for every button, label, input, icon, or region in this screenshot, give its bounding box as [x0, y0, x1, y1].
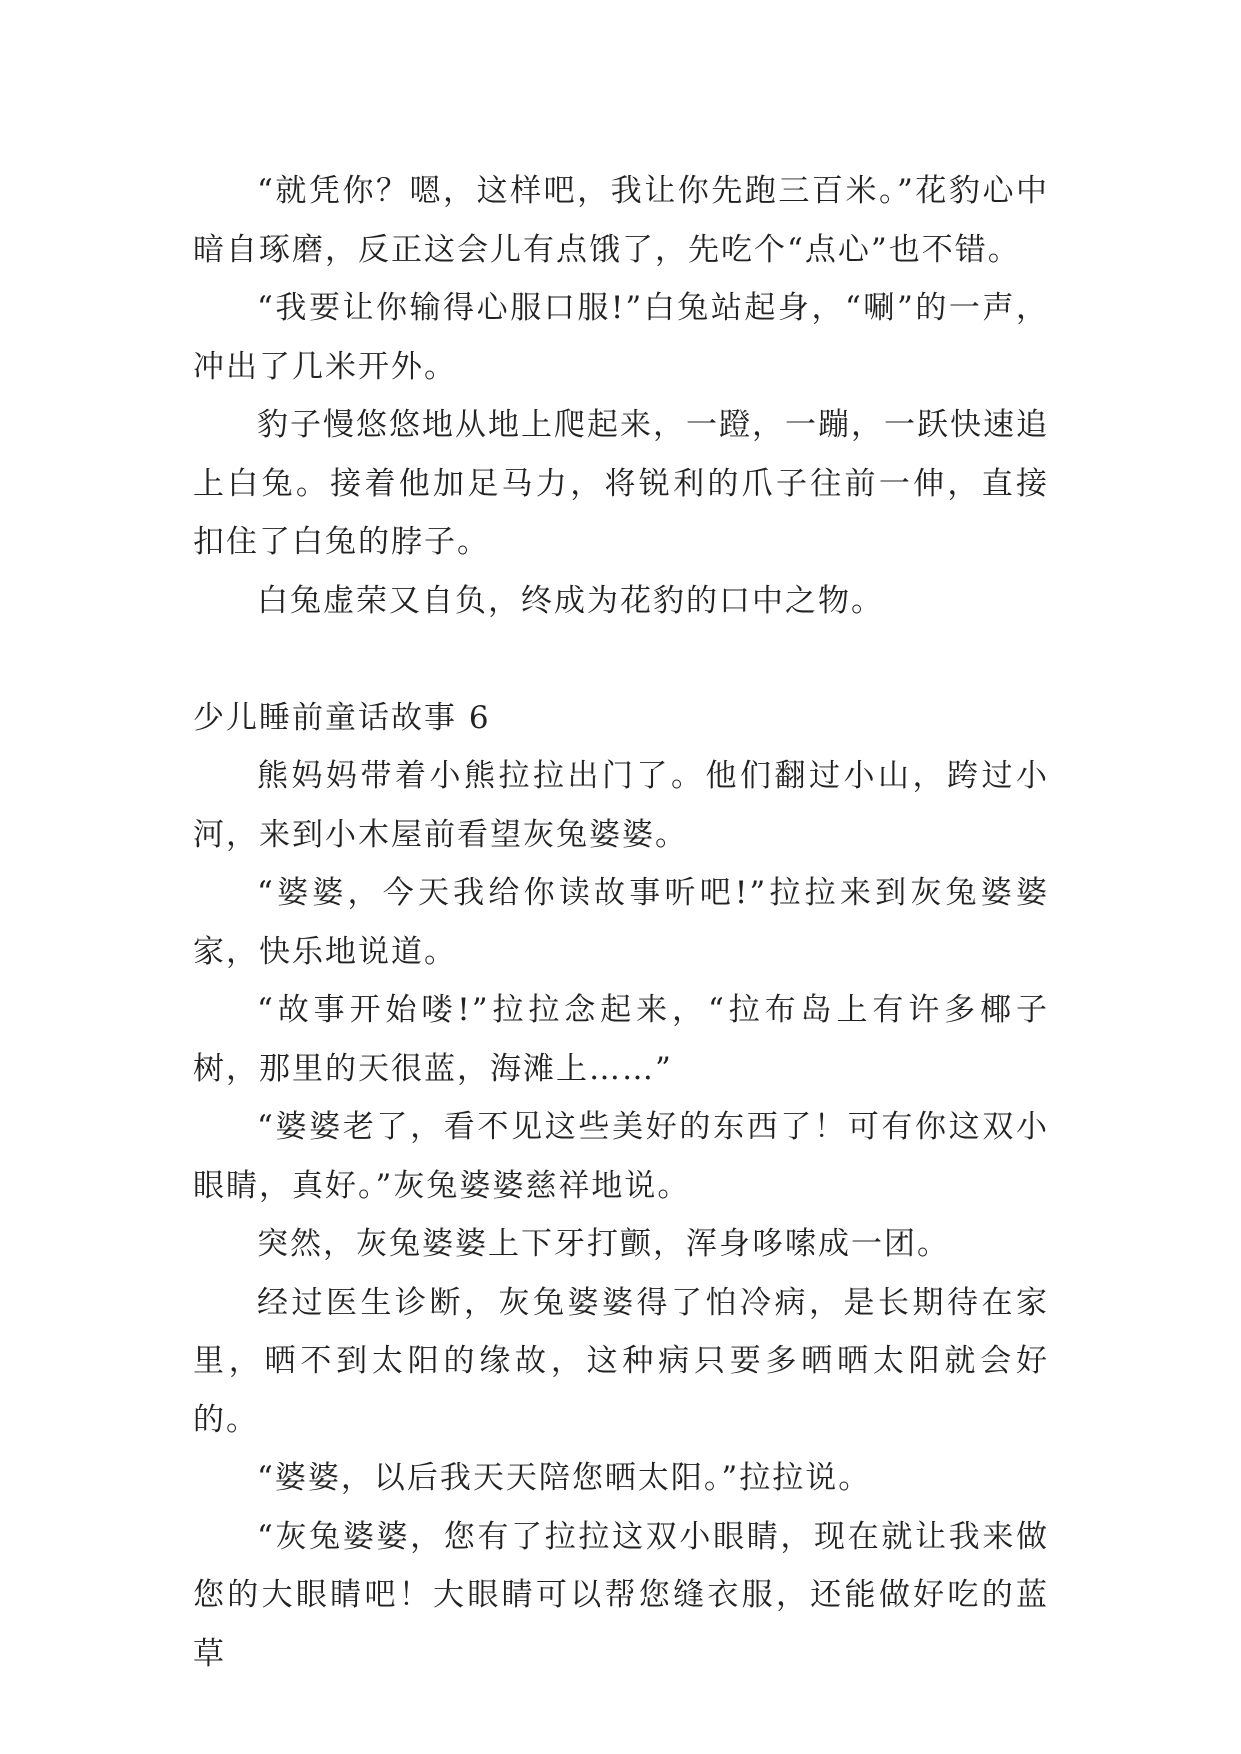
blank-line: [193, 630, 1049, 689]
paragraph: “婆婆，以后我天天陪您晒太阳。”拉拉说。: [257, 1460, 872, 1496]
paragraph: 经过医生诊断，灰兔婆婆得了怕冷病，是长期待在家里，晒不到太阳的缘故，这种病只要多晒晒太阳就会好的。: [193, 1284, 1049, 1438]
document-body: [193, 162, 1049, 1683]
paragraph: “就凭你？嗯，这样吧，我让你先跑三百米。”花豹心中暗自琢磨，反正这会儿有点饿了，先吃个“点心”也不错。: [193, 173, 1049, 268]
paragraph: 白兔虚荣又自负，终成为花豹的口中之物。: [257, 582, 884, 619]
section-title: 少儿睡前童话故事 6: [193, 699, 491, 736]
paragraph: “婆婆，今天我给你读故事听吧!”拉拉来到灰兔婆婆家，快乐地说道。: [193, 875, 1049, 970]
paragraph: “我要让你输得心服口服!”白兔站起身，“唰”的一声，冲出了几米开外。: [193, 290, 1049, 385]
paragraph: “故事开始喽!”拉拉念起来，“拉布岛上有许多椰子树，那里的天很蓝，海滩上……”: [193, 992, 1049, 1087]
paragraph: “婆婆老了，看不见这些美好的东西了！可有你这双小眼睛，真好。”灰兔婆婆慈祥地说。: [193, 1109, 1049, 1204]
paragraph: “灰兔婆婆，您有了拉拉这双小眼睛，现在就让我来做您的大眼睛吧！大眼睛可以帮您缝衣服，还能做好吃的蓝草: [193, 1518, 1049, 1672]
paragraph: 熊妈妈带着小熊拉拉出门了。他们翻过小山，跨过小河，来到小木屋前看望灰兔婆婆。: [193, 758, 1049, 853]
paragraph: 突然，灰兔婆婆上下牙打颤，浑身哆嗦成一团。: [257, 1226, 950, 1262]
paragraph: 豹子慢悠悠地从地上爬起来，一蹬，一蹦，一跃快速追上白兔。接着他加足马力，将锐利的爪子往前一伸，直接扣住了白兔的脖子。: [193, 407, 1049, 560]
